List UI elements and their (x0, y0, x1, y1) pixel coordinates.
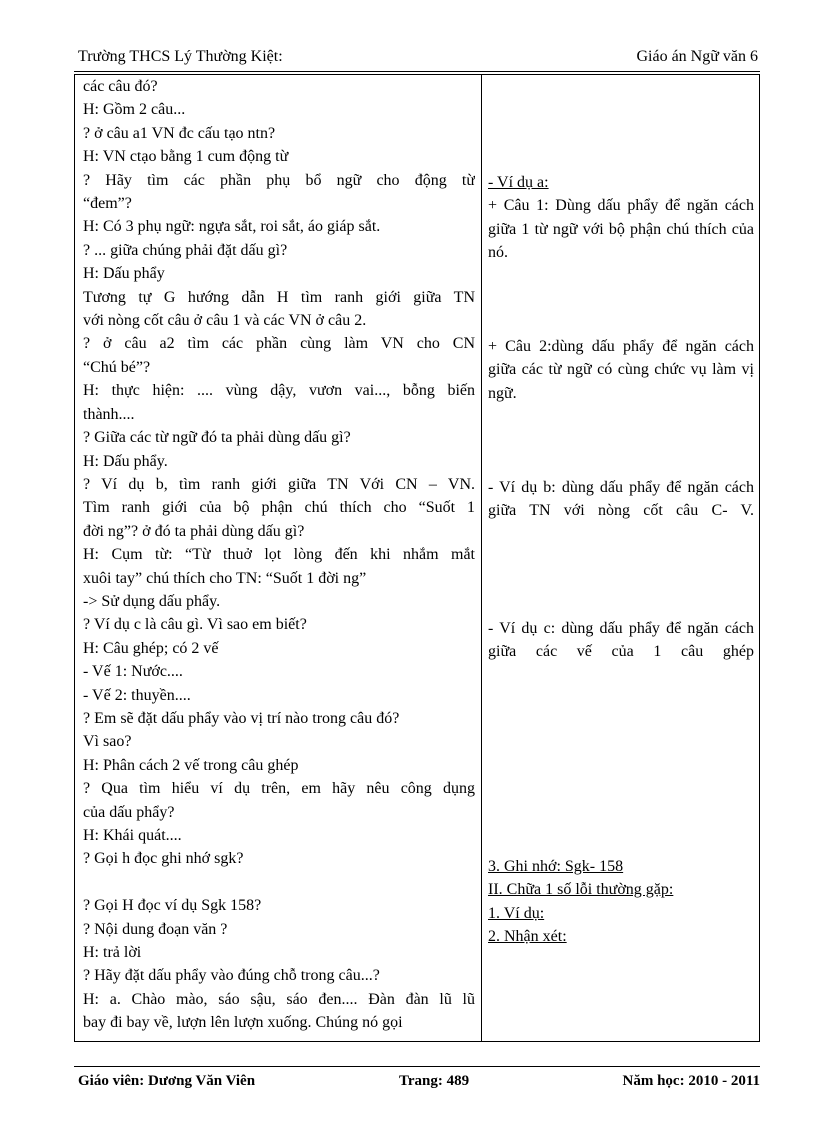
teacher-name: Giáo viên: Dương Văn Viên (78, 1073, 256, 1089)
activity-line: Vì sao? (83, 733, 132, 751)
activity-line: đời ng”? ở đó ta phải dùng dấu gì? (83, 522, 305, 540)
activity-line: H: Có 3 phụ ngữ: ngựa sắt, roi sắt, áo giáp sắt. (83, 218, 381, 236)
school-year: Năm học: 2010 - 2011 (622, 1073, 760, 1089)
lesson-table (74, 74, 760, 1042)
activity-line: H: trả lời (83, 944, 142, 962)
example-a-heading: - Ví dụ a: (488, 174, 549, 191)
activity-line: H: a. Chào mào, sáo sậu, sáo đen.... Đàn đàn lũ lũ (83, 990, 475, 1008)
subject-title: Giáo án Ngữ văn 6 (636, 48, 758, 65)
activity-line: H: Khái quát.... (83, 827, 182, 844)
activity-line: ? Hãy đặt dấu phẩy vào đúng chỗ trong câu...? (83, 967, 380, 985)
section-ii-heading: II. Chữa 1 số lỗi thường gặp: (488, 881, 674, 899)
activity-line: “đem”? (83, 195, 132, 213)
activity-line: H: Cụm từ: “Từ thuở lọt lòng đến khi nhắm mắt (83, 546, 475, 564)
activity-line: H: VN ctạo bằng 1 cum động từ (83, 148, 289, 166)
school-name: Trường THCS Lý Thường Kiệt: (78, 48, 283, 65)
activity-line: - Vế 1: Nước.... (83, 663, 183, 681)
activity-line: ? Nội dung đoạn văn ? (83, 920, 228, 938)
activity-line: H: Câu ghép; có 2 vế (83, 639, 219, 657)
activity-line: ? Ví dụ b, tìm ranh giới giữa TN Với CN – VN. (83, 475, 475, 493)
example-a-sentence2-note: + Câu 2:dùng dấu phẩy để ngăn cách giữa các từ ngữ có cùng chức vụ làm vị ngữ. (488, 338, 754, 402)
activity-line: xuôi tay” chú thích cho TN: “Suốt 1 đời ng” (83, 569, 367, 587)
activity-line: ? Qua tìm hiểu ví dụ trên, em hãy nêu công dụng (83, 780, 475, 798)
activity-line: -> Sử dụng dấu phẩy. (83, 592, 221, 610)
activity-line: bay đi bay về, lượn lên lượn xuống. Chúng nó gọi (83, 1014, 403, 1032)
activity-line: thành.... (83, 405, 135, 423)
activity-line: H: Dấu phẩy. (83, 452, 168, 470)
activity-line: với nòng cốt câu ở câu 1 và các VN ở câu 2. (83, 312, 367, 330)
activity-line: của dấu phẩy? (83, 803, 175, 821)
activity-line: Tìm ranh giới của bộ phận chú thích cho “Suốt 1 (83, 499, 475, 517)
activity-line: Tương tự G hướng dẫn H tìm ranh giới giữa TN (83, 288, 475, 306)
example-heading: 1. Ví dụ: (488, 904, 545, 922)
remark-heading: 2. Nhận xét: (488, 928, 567, 946)
activity-line: - Vế 2: thuyền.... (83, 686, 191, 704)
activity-line: ? Gọi h đọc ghi nhớ sgk? (83, 850, 244, 868)
memo-heading: 3. Ghi nhớ: Sgk- 158 (488, 858, 624, 875)
activity-line: ? Giữa các từ ngữ đó ta phải dùng dấu gì? (83, 429, 351, 447)
footer-rule (74, 1066, 760, 1067)
activity-line: ? Ví dụ c là câu gì. Vì sao em biết? (83, 616, 307, 634)
activity-line: ? ở câu a1 VN đc cấu tạo ntn? (83, 124, 276, 142)
activity-line: các câu đó? (83, 78, 158, 95)
activity-line: ? Hãy tìm các phần phụ bổ ngữ cho động từ (83, 171, 475, 189)
activity-line: H: Dấu phẩy (83, 265, 165, 283)
header-rule (74, 71, 760, 72)
activity-line: H: Phân cách 2 vế trong câu ghép (83, 756, 299, 774)
activity-line (83, 871, 475, 894)
example-b-note: - Ví dụ b: dùng dấu phẩy để ngăn cách giữa TN với nòng cốt câu C- V. (488, 479, 754, 520)
page-number: Trang: 489 (399, 1073, 470, 1089)
activity-line: H: thực hiện: .... vùng dậy, vươn vai..., bỗng biến (83, 382, 475, 400)
activity-line: “Chú bé”? (83, 358, 151, 376)
activity-line: H: Gồm 2 câu... (83, 101, 186, 119)
teacher-student-activity-column (83, 75, 475, 1035)
example-a-sentence1-note: + Câu 1: Dùng dấu phẩy để ngăn cách giữa 1 từ ngữ với bộ phận chú thích của nó. (488, 197, 754, 262)
example-c-note: - Ví dụ c: dùng dấu phẩy để ngăn cách giữa các vế của 1 câu ghép (488, 620, 754, 661)
column-divider (481, 75, 482, 1041)
activity-line: ? Gọi H đọc ví dụ Sgk 158? (83, 897, 262, 915)
activity-line: ? ở câu a2 tìm các phần cùng làm VN cho CN (83, 335, 475, 353)
activity-line: ? Em sẽ đặt dấu phẩy vào vị trí nào trong câu đó? (83, 709, 400, 727)
activity-line: ? ... giữa chúng phải đặt dấu gì? (83, 241, 288, 259)
